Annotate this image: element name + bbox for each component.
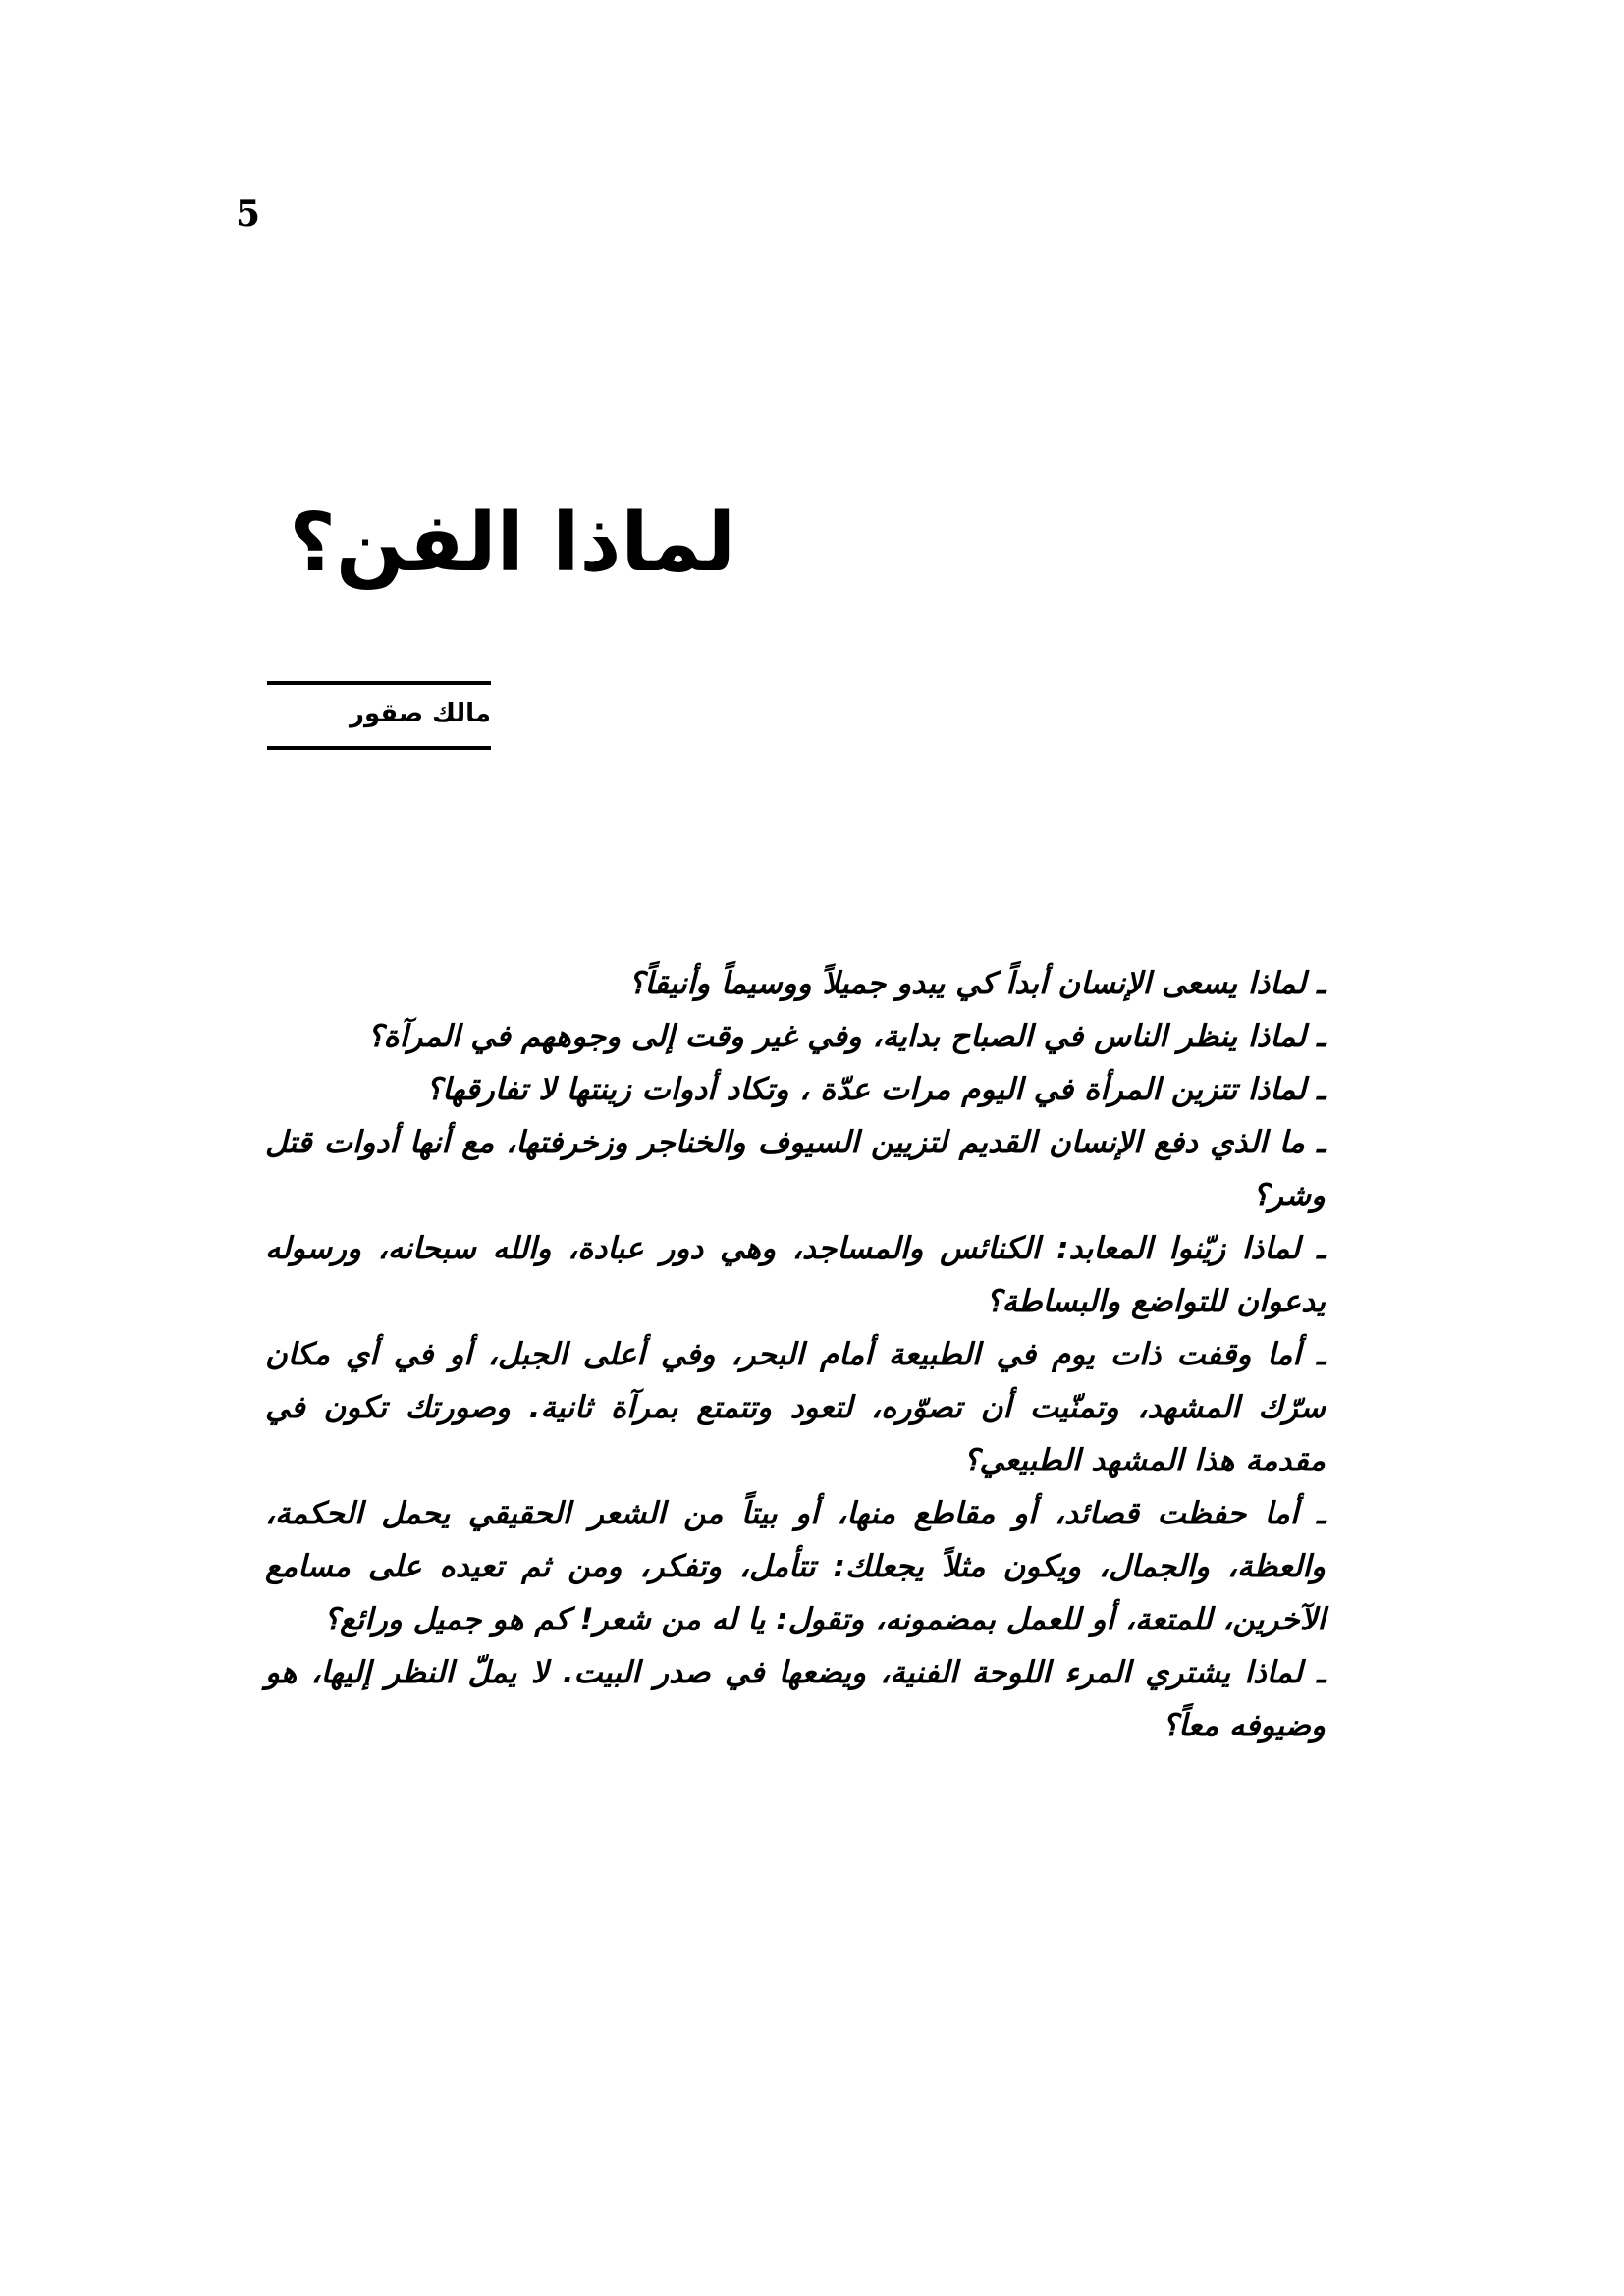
author-name: مالك صقور bbox=[350, 699, 491, 728]
article-body bbox=[265, 957, 1326, 1752]
paragraph: ـ أما حفظت قصائد، أو مقاطع منها، أو بيتاً من الشعر الحقيقي يحمل الحكمة، والعظة، والجمال، ويكون مثلاً يجعلك: تتأمل، وتفكر، ومن ثم تعيده على مسامع الآخرين، للمتعة، أو للعمل بمضمونه، وتقول: يا له من شعر! كم هو جميل ورائع؟ bbox=[265, 1496, 1326, 1637]
paragraph: ـ لماذا يسعى الإنسان أبداً كي يبدو جميلاً ووسيماً وأنيقاً؟ bbox=[628, 966, 1326, 1001]
author-bottom-rule bbox=[267, 746, 491, 750]
paragraph: ـ لماذا زيّنوا المعابد: الكنائس والمساجد، وهي دور عبادة، والله سبحانه، ورسوله يدعوان للتواضع والبساطة؟ bbox=[265, 1231, 1326, 1319]
author-top-rule bbox=[267, 681, 491, 685]
page-number: 5 bbox=[236, 193, 261, 235]
author-block bbox=[267, 681, 491, 750]
paragraph: ـ لماذا يشتري المرء اللوحة الفنية، ويضعها في صدر البيت. لا يملّ النظر إليها، هو وضيوفه معاً؟ bbox=[265, 1655, 1326, 1743]
paragraph: ـ لماذا ينظر الناس في الصباح بداية، وفي غير وقت إلى وجوههم في المرآة؟ bbox=[367, 1019, 1326, 1054]
paragraph: ـ ما الذي دفع الإنسان القديم لتزيين السيوف والخناجر وزخرفتها، مع أنها أدوات قتل وشر؟ bbox=[265, 1125, 1326, 1213]
paragraph: ـ أما وقفت ذات يوم في الطبيعة أمام البحر، وفي أعلى الجبل، أو في أي مكان سرّك المشهد، وتمنّيت أن تصوّره، لتعود وتتمتع بمرآة ثانية. وصورتك تكون في مقدمة هذا المشهد الطبيعي؟ bbox=[265, 1337, 1326, 1478]
article-title: لماذا الفن؟ bbox=[289, 497, 735, 590]
paragraph: ـ لماذا تتزين المرأة في اليوم مرات عدّة ، وتكاد أدوات زينتها لا تفارقها؟ bbox=[425, 1072, 1326, 1107]
